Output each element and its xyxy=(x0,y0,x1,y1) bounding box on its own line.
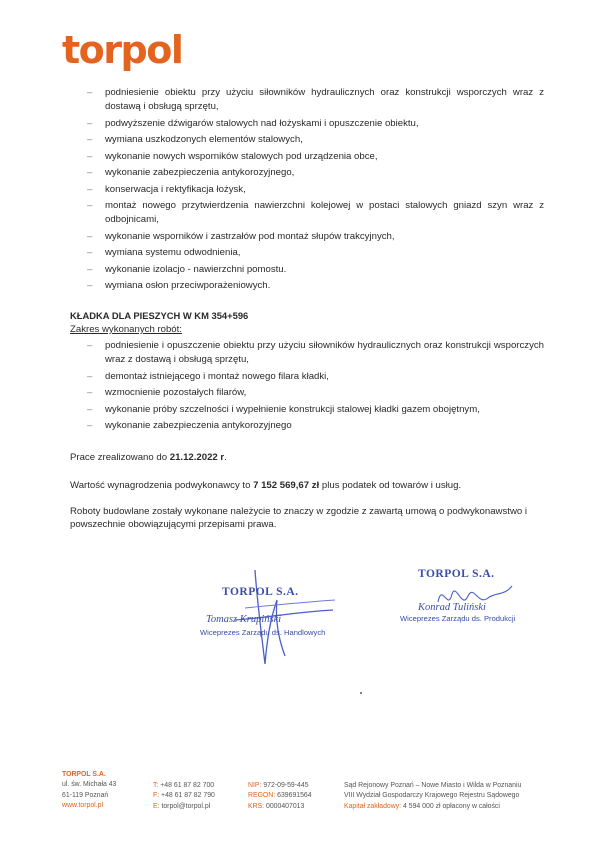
value-paragraph xyxy=(70,479,550,492)
dash-bullet: – xyxy=(87,387,93,398)
list-item xyxy=(70,150,544,164)
list-item-text: wzmocnienie pozostałych filarów, xyxy=(105,387,247,398)
footer-website-link[interactable]: www.torpol.pl xyxy=(62,802,103,810)
list-item xyxy=(70,263,544,277)
dash-bullet: – xyxy=(87,280,93,291)
footer-company: TORPOL S.A. xyxy=(62,771,106,778)
stamp-1-company: TORPOL S.A. xyxy=(222,586,299,598)
stamp-1-role: Wiceprezes Zarządu ds. Handlowych xyxy=(200,628,326,637)
footer-email-link[interactable]: torpol@torpol.pl xyxy=(161,802,211,810)
list-item xyxy=(70,279,544,293)
dash-bullet: – xyxy=(87,117,93,129)
regon-label: REGON: xyxy=(248,792,276,800)
list-item xyxy=(70,183,544,197)
list-item xyxy=(70,419,544,433)
list-item-text: wykonanie wsporników i zastrzałów pod montaż słupów trakcyjnych, xyxy=(105,230,395,242)
value-suffix: plus podatek od towarów i usług. xyxy=(319,480,462,491)
list-item xyxy=(70,386,544,400)
list-item-text: wykonanie zabezpieczenia antykorozyjnego, xyxy=(105,167,295,178)
nip-label: NIP: xyxy=(248,782,262,789)
list-item xyxy=(70,117,544,131)
footer-address xyxy=(62,770,116,812)
list-item xyxy=(70,199,544,227)
list-item-text: podwyższenie dźwigarów stalowych nad łożyskami i opuszczenie obiektu, xyxy=(105,117,419,129)
list-item-text: wykonanie nowych wsporników stalowych pod urządzenia obce, xyxy=(105,150,378,162)
dash-bullet: – xyxy=(87,403,93,415)
dash-bullet: – xyxy=(87,263,93,275)
list-item-text: wykonanie próby szczelności i wypełnienie konstrukcji stalowej kładki gazem obojętnym, xyxy=(105,403,480,415)
list-item xyxy=(70,403,544,417)
list-item-text: wykonanie izolacjo - nawierzchni pomostu. xyxy=(105,263,287,275)
list-item-text: wymiana systemu odwodnienia, xyxy=(105,247,241,258)
list-item xyxy=(70,370,544,384)
dash-bullet: – xyxy=(87,150,93,162)
list-item-text: demontaż istniejącego i montaż nowego filara kładki, xyxy=(105,370,329,382)
scope-list-1 xyxy=(70,86,544,296)
dash-bullet: – xyxy=(87,134,93,145)
krs-label: KRS: xyxy=(248,802,265,810)
scope-list-2 xyxy=(70,339,544,436)
value-prefix: Wartość wynagrodzenia podwykonawcy to xyxy=(70,480,254,491)
footer-court xyxy=(344,781,521,812)
footer-krs: 0000407013 xyxy=(266,802,305,810)
list-item xyxy=(70,246,544,260)
section-subheading: Zakres wykonanych robót: xyxy=(70,324,182,335)
fax-label: F: xyxy=(153,792,160,800)
completion-prefix: Prace zrealizowano do xyxy=(70,452,170,463)
stamp-1-name: Tomasz Krupiński xyxy=(206,614,282,625)
list-item-text: konserwacja i rektyfikacja łożysk, xyxy=(105,183,246,195)
completion-date: 21.12.2022 r xyxy=(169,452,225,463)
list-item-text: wykonanie zabezpieczenia antykorozyjnego xyxy=(105,420,292,431)
stamp-2-company: TORPOL S.A. xyxy=(418,568,495,580)
footer-capital: 4 594 000 zł opłacony w całości xyxy=(403,802,500,810)
list-item xyxy=(70,339,544,367)
stray-mark xyxy=(360,692,362,694)
dash-bullet: – xyxy=(87,183,93,195)
dash-bullet: – xyxy=(87,200,93,211)
footer-phone: +48 61 87 82 700 xyxy=(160,782,215,789)
list-item-text: podniesienie i opuszczenie obiektu przy użyciu siłowników hydraulicznych oraz konstrukcji wsporczych wraz z dostawą i obsługą sprzętu, xyxy=(105,340,544,365)
list-item xyxy=(70,230,544,244)
footer-nip: 972-09-59-445 xyxy=(263,782,309,789)
dash-bullet: – xyxy=(87,230,93,242)
stamp-2-name: Konrad Tuliński xyxy=(418,602,486,613)
list-item-text: wymiana uszkodzonych elementów stalowych, xyxy=(105,134,303,145)
list-item xyxy=(70,133,544,147)
footer-address-line-1: ul. św. Michała 43 xyxy=(62,781,117,789)
email-label: E: xyxy=(153,802,160,810)
dash-bullet: – xyxy=(87,370,93,382)
works-statement: Roboty budowlane zostały wykonane należycie to znaczy w zgodzie z zawartą umową o podwykonawstwo i powszechnie obowiązującymi przepisami prawa. xyxy=(70,506,528,530)
value-amount: 7 152 569,67 zł xyxy=(253,480,320,491)
list-item xyxy=(70,166,544,180)
dash-bullet: – xyxy=(87,247,93,258)
footer-contact xyxy=(153,781,215,812)
phone-label: T: xyxy=(153,782,159,789)
dash-bullet: – xyxy=(87,87,93,98)
company-logo: torpol xyxy=(62,28,183,72)
completion-paragraph xyxy=(70,451,550,464)
dash-bullet: – xyxy=(87,420,93,431)
list-item-text: wymiana osłon przeciwporażeniowych. xyxy=(105,280,271,291)
footer-fax: +48 61 87 82 790 xyxy=(161,792,215,800)
footer-address-line-2: 61-119 Poznań xyxy=(62,791,109,799)
dash-bullet: – xyxy=(87,167,93,178)
dash-bullet: – xyxy=(87,340,93,351)
list-item-text: montaż nowego przytwierdzenia nawierzchni kolejowej w postaci stalowych gniazd szyn wraz z odbojnicami, xyxy=(105,200,544,225)
list-item-text: podniesienie obiektu przy użyciu siłowników hydraulicznych oraz konstrukcji wsporczych wraz z dostawą i obsługą sprzętu, xyxy=(105,87,544,112)
capital-label: Kapitał zakładowy: xyxy=(344,802,402,810)
footer-registry-ids xyxy=(248,781,312,812)
stamp-2-role: Wiceprezes Zarządu ds. Produkcji xyxy=(400,614,516,623)
list-item xyxy=(70,86,544,114)
footer-court-line-1: Sąd Rejonowy Poznań – Nowe Miasto i Wilda w Poznaniu xyxy=(344,782,522,789)
completion-suffix: . xyxy=(224,452,227,463)
section-heading: KŁADKA DLA PIESZYCH W KM 354+596 xyxy=(70,310,249,321)
footer-regon: 639691564 xyxy=(277,792,312,800)
footer-court-line-2: VIII Wydział Gospodarczy Krajowego Rejestru Sądowego xyxy=(344,792,520,800)
